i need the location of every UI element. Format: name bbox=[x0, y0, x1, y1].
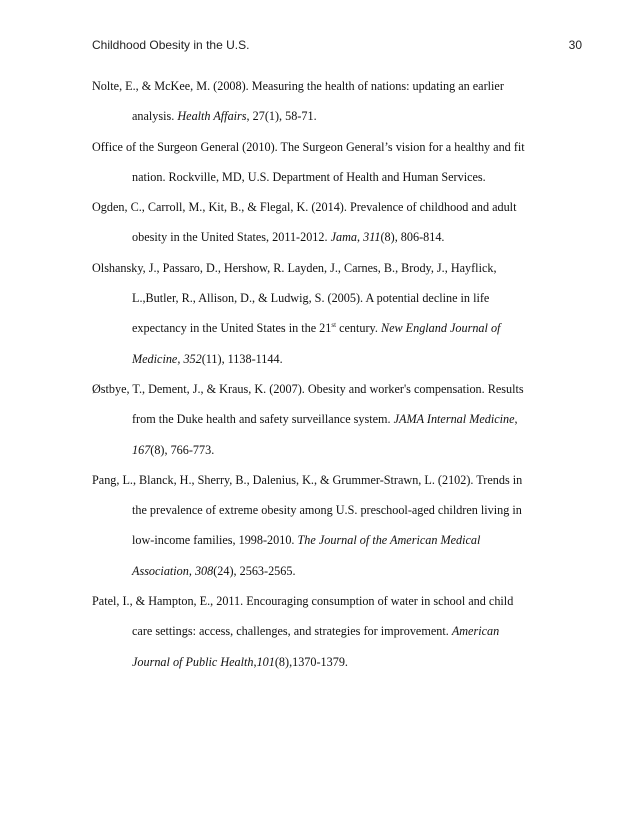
reference-line bbox=[92, 616, 562, 646]
text-segment: analysis. bbox=[132, 109, 178, 124]
text-segment: Nolte, E., & McKee, M. (2008). Measuring the health of nations: updating an earlier bbox=[92, 79, 504, 93]
reference-entry bbox=[92, 253, 562, 374]
italic-text: Jama bbox=[330, 230, 357, 245]
italic-text: New England Journal of bbox=[380, 321, 501, 336]
text-segment: , bbox=[357, 230, 364, 245]
italic-text: 311 bbox=[363, 230, 381, 245]
text-segment: L.,Butler, R., Allison, D., & Ludwig, S. (2005). A potential decline in life bbox=[132, 291, 490, 306]
reference-line bbox=[92, 435, 562, 465]
text-segment: Patel, I., & Hampton, E., 2011. Encouraging consumption of water in school and child bbox=[92, 594, 514, 609]
reference-line bbox=[92, 465, 562, 495]
reference-entry bbox=[92, 192, 562, 253]
italic-text: Medicine bbox=[132, 351, 178, 366]
italic-text: JAMA Internal Medicine bbox=[393, 412, 515, 427]
reference-entry bbox=[92, 71, 562, 132]
text-segment: (24), 2563-2565. bbox=[213, 563, 296, 578]
italic-text: Association, 308 bbox=[132, 563, 214, 578]
page-header bbox=[92, 38, 582, 52]
reference-line bbox=[92, 253, 562, 283]
text-segment: Pang, L., Blanck, H., Sherry, B., Dalenius, K., & Grummer-Strawn, L. (2102). Trends in bbox=[92, 472, 523, 487]
italic-text: The Journal of the American Medical bbox=[297, 533, 481, 548]
text-segment: (8), 806-814. bbox=[380, 230, 445, 245]
reference-line bbox=[92, 404, 562, 434]
text-segment: , bbox=[177, 351, 184, 366]
text-segment: Østbye, T., Dement, J., & Kraus, K. (2007). Obesity and worker's compensation. Results bbox=[92, 381, 524, 396]
italic-text: 352 bbox=[183, 351, 202, 366]
reference-line bbox=[92, 556, 562, 586]
reference-entry bbox=[92, 586, 562, 677]
text-segment: low-income families, 1998-2010. bbox=[132, 533, 298, 548]
reference-line bbox=[92, 586, 562, 616]
text-segment: Olshansky, J., Passaro, D., Hershow, R. Layden, J., Carnes, B., Brody, J., Hayflick, bbox=[92, 260, 497, 275]
text-segment: , bbox=[514, 412, 518, 427]
text-segment: century. bbox=[336, 321, 381, 336]
text-segment: obesity in the United States, 2011-2012. bbox=[132, 230, 331, 245]
text-segment: (11), 1138-1144. bbox=[201, 351, 283, 366]
text-segment: Ogden, C., Carroll, M., Kit, B., & Flegal, K. (2014). Prevalence of childhood and adult bbox=[92, 200, 517, 215]
italic-text: 167 bbox=[132, 442, 151, 457]
superscript-text: st bbox=[331, 321, 337, 330]
italic-text: American bbox=[451, 624, 500, 639]
reference-line bbox=[92, 525, 562, 555]
reference-entry bbox=[92, 465, 562, 586]
reference-line bbox=[92, 192, 562, 222]
running-title: Childhood Obesity in the U.S. bbox=[92, 38, 250, 52]
text-segment: the prevalence of extreme obesity among U.S. preschool-aged children living in bbox=[132, 503, 522, 518]
text-segment: (8),1370-1379. bbox=[274, 654, 348, 669]
reference-line bbox=[92, 374, 562, 404]
italic-text: Journal of Public Health bbox=[132, 654, 254, 669]
reference-entry bbox=[92, 132, 562, 193]
text-segment: care settings: access, challenges, and strategies for improvement. bbox=[132, 624, 452, 639]
text-segment: expectancy in the United States in the 21 bbox=[132, 321, 332, 336]
text-segment: Office of the Surgeon General (2010). The Surgeon General’s vision for a healthy and fit bbox=[92, 139, 525, 154]
text-segment: from the Duke health and safety surveillance system. bbox=[132, 412, 394, 427]
page-number: 30 bbox=[568, 38, 582, 52]
italic-text: Health Affairs bbox=[177, 109, 247, 124]
reference-line bbox=[92, 71, 562, 101]
reference-line bbox=[92, 313, 562, 343]
reference-line bbox=[92, 132, 562, 162]
text-segment: , bbox=[253, 654, 257, 669]
reference-line bbox=[92, 101, 562, 131]
reference-line bbox=[92, 344, 562, 374]
italic-text: 101 bbox=[256, 654, 275, 669]
text-segment: , 27(1), 58-71. bbox=[246, 109, 317, 124]
text-segment: (8), 766-773. bbox=[150, 442, 215, 457]
reference-line bbox=[92, 283, 562, 313]
reference-line bbox=[92, 647, 562, 677]
reference-entry bbox=[92, 374, 562, 465]
reference-line bbox=[92, 495, 562, 525]
reference-list bbox=[92, 71, 562, 677]
reference-line bbox=[92, 162, 562, 192]
reference-line bbox=[92, 222, 562, 252]
text-segment: nation. Rockville, MD, U.S. Department of Health and Human Services. bbox=[132, 169, 486, 184]
